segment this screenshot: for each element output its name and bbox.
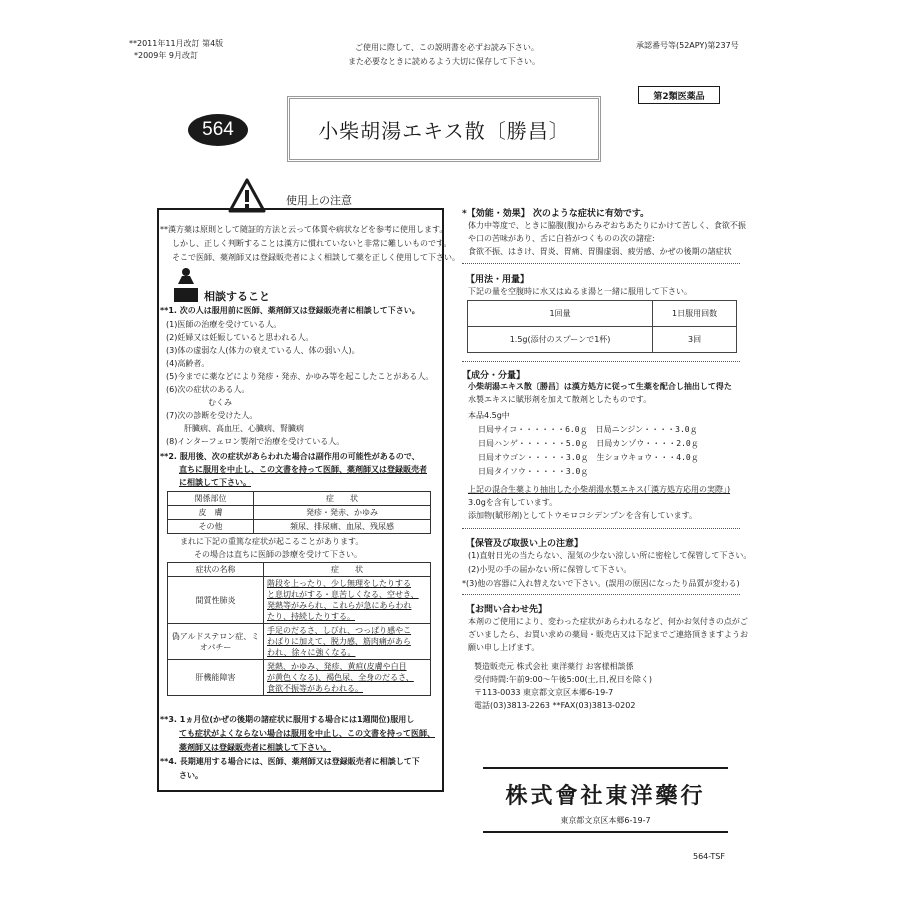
herb-row: 日局タイソウ・・・・・3.0ｇ <box>478 467 589 476</box>
table-row <box>168 624 431 660</box>
product-name: 小柴胡湯エキス散〔勝昌〕 <box>318 118 570 143</box>
table-header: 症 状 <box>254 492 431 506</box>
consult-list-item: (3)体の虚弱な人(体力の衰えている人、体の弱い人)。 <box>166 346 360 355</box>
doctor-consult-icon <box>174 266 198 302</box>
dosage-table <box>467 300 737 353</box>
table-header-row <box>468 301 737 327</box>
consult-item-4: **4. 長期連用する場合には、医師、薬剤師又は登録販売者に相談して下 <box>160 757 420 766</box>
table-header: 症 状 <box>264 563 431 577</box>
company-name: 株式會社東洋藥行 <box>505 783 706 809</box>
composition-line: 水製エキスに賦形剤を加えて散剤としたものです。 <box>468 395 652 404</box>
consult-list-item: (1)医師の治療を受けている人。 <box>166 320 282 329</box>
storage-title: 【保管及び取扱い上の注意】 <box>466 539 584 549</box>
consult-item-2: **2. 服用後、次の症状があらわれた場合は副作用の可能性があるので、 <box>160 452 420 461</box>
table-header-row <box>168 563 431 577</box>
effects-line: 体力中等度で、ときに脇腹(腹)からみぞおちあたりにかけて苦しく、食欲不振 <box>468 221 746 230</box>
table-row <box>168 520 431 534</box>
table-cell: 3回 <box>653 327 737 353</box>
symptom-line: 手足のだるさ、しびれ、つっぱり感やこ <box>267 626 412 635</box>
intro-line: **漢方薬は原則として随証的方法と云って体質や病状などを参考に使用します。 <box>160 225 448 234</box>
symptom-line: わばりに加えて、脱力感、筋肉痛があら <box>267 637 411 646</box>
serious-symptoms-table <box>167 562 431 696</box>
symptom-line: 発熱、かゆみ、発疹、黄疸(皮膚や白目 <box>267 662 407 671</box>
herb-row: 日局サイコ・・・・・・6.0ｇ 日局ニンジン・・・・3.0ｇ <box>478 425 698 434</box>
consult-list-item: (7)次の診断を受けた人。 <box>166 411 258 420</box>
company-block <box>483 767 728 833</box>
dosage-line: 下記の量を空腹時に水又はぬるま湯と一緒に服用して下さい。 <box>468 287 692 296</box>
inquiry-line: 願い申し上げます。 <box>468 643 540 652</box>
composition-title: 【成分・分量】 <box>462 371 526 381</box>
consult-list-item: 肝臓病、高血圧、心臓病、腎臓病 <box>184 424 304 433</box>
table-header: 症状の名称 <box>168 563 264 577</box>
table-cell <box>264 624 431 660</box>
side-effects-table <box>167 491 431 534</box>
consult-item-4: さい。 <box>179 771 203 780</box>
inquiry-line: ざいましたら、お買い求めの薬局・販売店又は下記までご連絡頂きますようお <box>468 630 748 639</box>
consult-list-item: (2)妊婦又は妊娠していると思われる人。 <box>166 333 314 342</box>
symptom-line: 食欲不振等があらわれる。 <box>267 684 363 693</box>
composition-amount: 本品4.5g中 <box>468 411 510 420</box>
symptom-line: 発熱等がみられ、これらが急にあらわれ <box>267 601 412 610</box>
intro-line: しかし、正しく判断することは漢方に慣れていないと非常に難しいものです。 <box>172 239 452 248</box>
read-notice-2: また必要なときに読めるよう大切に保存して下さい。 <box>348 57 540 66</box>
dosage-title: 【用法・用量】 <box>466 275 530 285</box>
table-header: 1回量 <box>468 301 653 327</box>
section-divider <box>462 263 740 264</box>
symptom-line: 階段を上ったり、少し無理をしたりする <box>267 579 411 588</box>
symptom-line: たり、持続したりする。 <box>267 612 355 621</box>
consult-list-item: (4)高齢者。 <box>166 359 210 368</box>
table-cell: 頻尿、排尿痛、血尿、残尿感 <box>254 520 431 534</box>
consult-list-item: (8)インターフェロン製剤で治療を受けている人。 <box>166 437 345 446</box>
storage-line: *(3)他の容器に入れ替えないで下さい。(誤用の原因になったり品質が変わる) <box>462 579 740 588</box>
effects-title: *【効能・効果】 次のような症状に有効です。 <box>462 209 650 219</box>
storage-line: (2)小児の手の届かない所に保管して下さい。 <box>468 565 632 574</box>
table-cell: 肝機能障害 <box>168 660 264 696</box>
extract-line: 3.0gを含有しています。 <box>468 498 558 507</box>
contact-line: 製造販売元 株式会社 東洋薬行 お客様相談係 <box>474 662 634 671</box>
consult-list-item: (5)今までに薬などにより発疹・発赤、かゆみ等を起こしたことがある人。 <box>166 372 434 381</box>
composition-line: 小柴胡湯エキス散〔勝昌〕は漢方処方に従って生薬を配合し抽出して得た <box>468 382 732 391</box>
table-header-row <box>168 492 431 506</box>
extract-line: 添加物(賦形剤)としてトウモロコシデンプンを含有しています。 <box>468 511 697 520</box>
document-code: 564-TSF <box>693 852 725 861</box>
effects-line: 食欲不振、はきけ、胃炎、胃痛、胃腸虚弱、疲労感、かぜの後期の諸症状 <box>468 247 732 256</box>
herb-row: 日局オウゴン・・・・・3.0ｇ 生ショウキョウ・・・4.0ｇ <box>478 453 699 462</box>
table-cell: その他 <box>168 520 254 534</box>
consult-list-item: (6)次の症状のある人。 <box>166 385 250 394</box>
table-cell <box>264 577 431 624</box>
revision-note-2: *2009年 9月改訂 <box>134 51 198 60</box>
revision-note-1: **2011年11月改訂 第4版 <box>129 39 224 48</box>
section-divider <box>462 594 740 595</box>
precautions-title: 使用上の注意 <box>286 194 352 207</box>
table-row <box>168 660 431 696</box>
table-row <box>468 327 737 353</box>
table-row <box>168 506 431 520</box>
symptom-line: が黄色くなる)、褐色尿、全身のだるさ、 <box>267 673 414 682</box>
section-divider <box>462 361 740 362</box>
storage-line: (1)直射日光の当たらない、湿気の少ない涼しい所に密栓して保管して下さい。 <box>468 551 752 560</box>
effects-line: や口の苦味があり、舌に白苔がつくものの次の諸症: <box>468 234 655 243</box>
consult-item-2: 直ちに服用を中止し、この文書を持って医師、薬剤師又は登録販売者 <box>179 465 427 474</box>
rare-note: その場合は直ちに医師の診療を受けて下さい。 <box>194 550 362 559</box>
read-notice-1: ご使用に際して、この説明書を必ずお読み下さい。 <box>355 43 539 52</box>
consult-item-3: 薬剤師又は登録販売者に相談して下さい。 <box>179 743 331 752</box>
symptom-line: と息切れがする・息苦しくなる、空せき、 <box>267 590 419 599</box>
table-header: 関係部位 <box>168 492 254 506</box>
contact-line: 〒113-0033 東京都文京区本郷6-19-7 <box>474 688 614 697</box>
table-cell: 偽アルドステロン症、ミオパチー <box>168 624 264 660</box>
table-cell: 発疹・発赤、かゆみ <box>254 506 431 520</box>
inquiry-line: 本剤のご使用により、変わった症状があらわれるなど、何かお気付きの点がご <box>468 617 748 626</box>
herb-row: 日局ハンゲ・・・・・・5.0ｇ 日局カンゾウ・・・・2.0ｇ <box>478 439 699 448</box>
table-cell: 間質性肺炎 <box>168 577 264 624</box>
consult-item-3: ても症状がよくならない場合は服用を中止し、この文書を持って医師、 <box>179 729 435 738</box>
intro-line: そこで医師、薬剤師又は登録販売者によく相談して薬を正しく使用して下さい。 <box>172 253 460 262</box>
symptom-line: われ、徐々に強くなる。 <box>267 648 356 657</box>
table-header: 1日服用回数 <box>653 301 737 327</box>
consult-list-item: むくみ <box>208 398 232 407</box>
consult-item-3: **3. 1ヵ月位(かぜの後期の諸症状に服用する場合には1週間位)服用し <box>160 715 415 724</box>
product-number-badge: 564 <box>188 114 248 146</box>
consult-item-1: **1. 次の人は服用前に医師、薬剤師又は登録販売者に相談して下さい。 <box>160 306 420 315</box>
contact-line: 受付時間:午前9:00〜午後5:00(土,日,祝日を除く) <box>474 675 652 684</box>
table-cell: 皮 膚 <box>168 506 254 520</box>
consult-heading: 相談すること <box>204 290 270 303</box>
section-divider <box>462 528 740 529</box>
approval-number: 承認番号等(52APY)第237号 <box>636 41 739 50</box>
inquiry-title: 【お問い合わせ先】 <box>466 605 548 615</box>
table-row <box>168 577 431 624</box>
contact-line: 電話(03)3813-2263 **FAX(03)3813-0202 <box>474 701 636 710</box>
consult-item-2: に相談して下さい。 <box>179 478 251 487</box>
rare-note: まれに下記の重篤な症状が起こることがあります。 <box>180 537 364 546</box>
product-title-box <box>287 96 601 162</box>
drug-class-badge: 第2類医薬品 <box>638 86 720 104</box>
extract-line: 上記の混合生薬より抽出した小柴胡湯水製エキス(「漢方処方応用の実際」) <box>468 485 731 494</box>
company-address: 東京都文京区本郷6-19-7 <box>560 816 651 825</box>
table-cell <box>264 660 431 696</box>
table-cell: 1.5g(添付のスプーンで1杯) <box>468 327 653 353</box>
